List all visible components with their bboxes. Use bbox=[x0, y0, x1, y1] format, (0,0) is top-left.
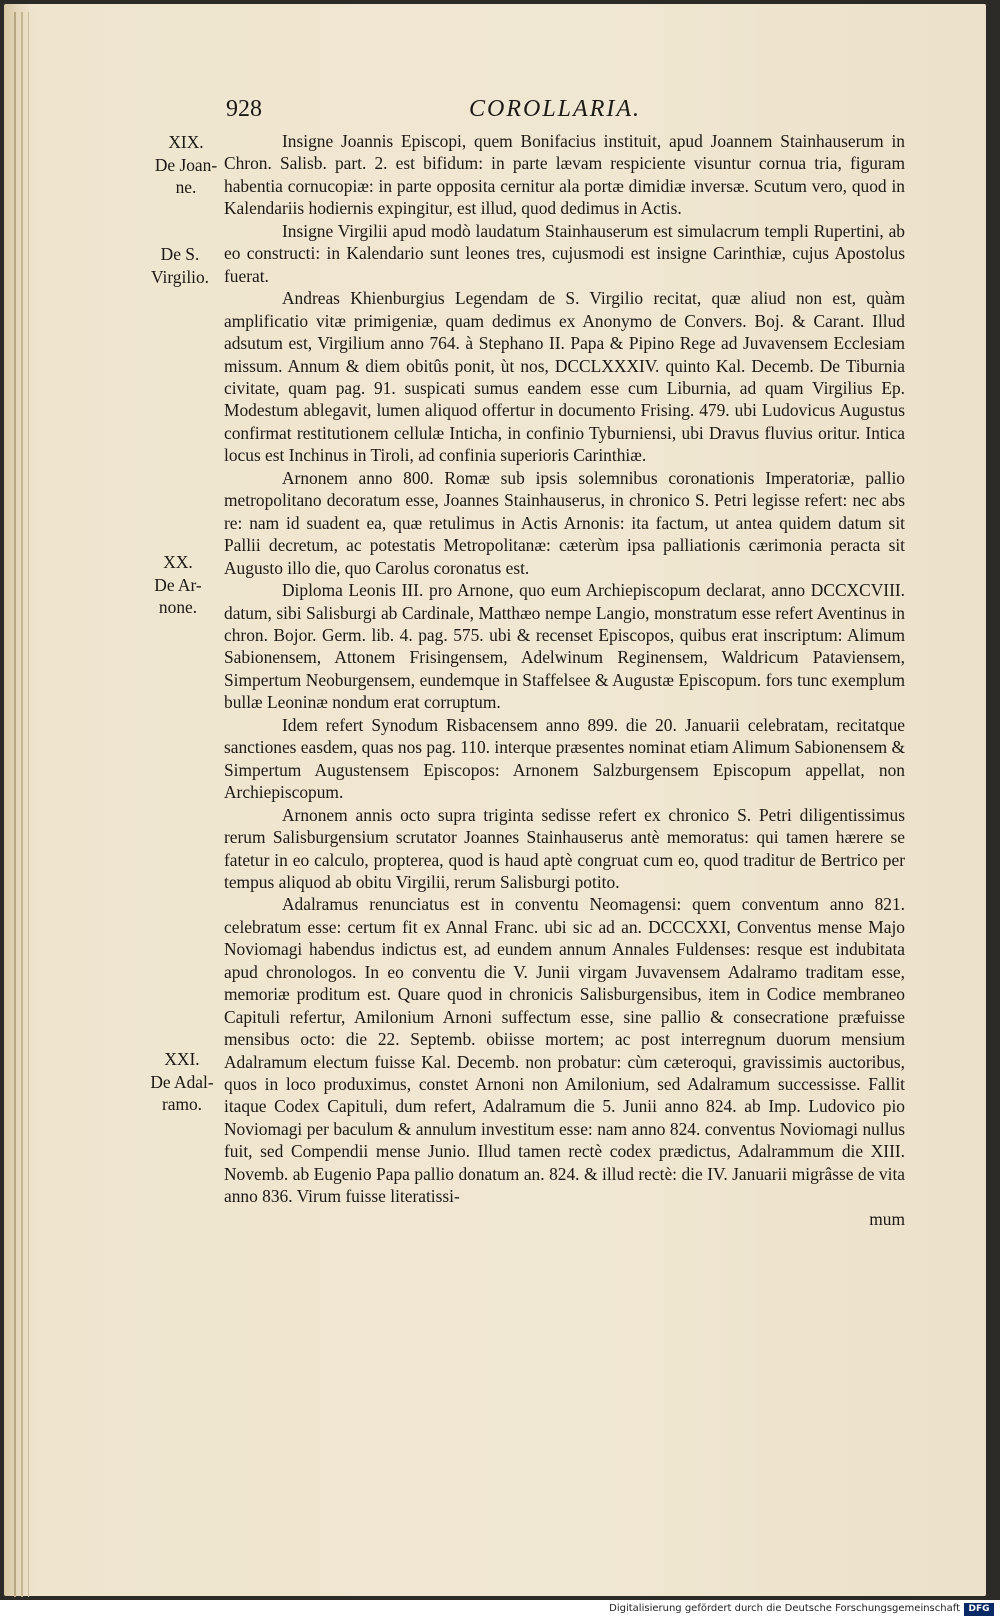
page-header bbox=[226, 96, 916, 130]
paragraph: Insigne Joannis Episcopi, quem Bonifacius instituit, apud Joannem Stainhauserum in Chron. Salisb. part. 2. est bifidum: in parte lævam respiciente visuntur cornua tria, figuram habentia cornucopiæ: in parte opposita cernitur ala portæ dimidiæ inversæ. Scutum vero, quod in Kalendariis hodiernis expingitur, est illud, quod dedimus in Actis. bbox=[224, 131, 905, 219]
margin-note-xx bbox=[140, 551, 216, 619]
margin-note-xix bbox=[148, 131, 224, 199]
margin-numeral: XXI. bbox=[164, 1049, 200, 1069]
page-edge bbox=[21, 12, 23, 1597]
paragraph: Arnonem annis octo supra triginta sedisse refert ex chronico S. Petri diligentissimus rerum Salisburgensium scrutator Joannes Stainhauserus antè memoratus: qui tamen hærere se fatetur in eo calculo, propterea, quod is haud aptè congruat cum eo, quod traditur de Bertrico per tempus aliquod ab obitu Virgilii, rerum Salisburgi potito. bbox=[224, 804, 905, 892]
dfg-logo: DFG bbox=[964, 1603, 994, 1616]
main-text bbox=[224, 130, 905, 1230]
catchword: mum bbox=[869, 1208, 905, 1229]
margin-label: De S. Virgilio. bbox=[150, 244, 210, 287]
margin-label: De Ar-none. bbox=[154, 574, 202, 617]
running-title: COROLLARIA. bbox=[469, 96, 641, 122]
paragraph: Adalramus renunciatus est in conventu Neomagensi: quem conventum anno 821. celebratum esse: certum fit ex Annal Franc. ubi sic ad an. DCCCXXI, Conventus mense Majo Noviomagi habendus indictus est, ad eundem annum Annales Fuldenses: resque est indubitata apud chronologos. In eo conventu die V. Junii virgam Juvavensem Adalramo traditam esse, memoriæ proditum est. Quare quod in chronicis Salisburgensibus, item in Codice membraneo Capituli refertur, Amilonium Arnoni suffectum esse, sine pallio & consecratione præfuisse mensibus octo: die 22. Septemb. obiisse mortem; ac post interregnum duorum mensium Adalramum electum fuisse Kal. Decemb. non probatur: cùm cæteroqui, gravissimis auctoribus, quos in loco produximus, constet Arnoni non Amilonium, sed Adalramum successisse. Fallit itaque Codex Capituli, dum refert, Adalramum die 5. Junii anno 824. ab Imp. Ludovico pio Noviomagi per baculum & annulum investitum esse: nam anno 824. conventus Noviomagi nullus fuit, sed Compendii mense Junio. Illud tamen rectè codex prædictus, Adalrammum die XIII. Novemb. ab Eugenio Papa pallio donatum an. 824. & illud rectè: die IV. Januarii migrâsse de vita anno 836. Virum fuisse literatissi- bbox=[224, 894, 905, 1207]
margin-label: De Adal-ramo. bbox=[150, 1071, 214, 1114]
margin-numeral: XIX. bbox=[168, 132, 204, 152]
paragraph: Andreas Khienburgius Legendam de S. Virgilio recitat, quæ aliud non est, quàm amplificatio vitæ primigeniæ, quam dedimus ex Anonymo de Convers. Boj. & Carant. Illud adsutum est, Virgilium anno 764. à Stephano II. Papa & Pipino Rege ad Juvavensem Ecclesiam missum. Annum & diem obitûs ponit, ùt nos, DCCLXXXIV. quinto Kal. Decemb. De Tiburnia civitate, quam pag. 91. suspicati sumus eandem esse cum Liburnia, ad quam Virgilius Ep. Modestum ablegavit, lumen aliquod offertur in documento Frising. 479. ubi Ludovicus Augustus confirmat restitutionem cellulæ Inticha, in confinio Tyburniensi, ubi Dravus fluvius oritur. Intica locus est Inchinus in Tiroli, ad confinia superioris Carinthiæ. bbox=[224, 288, 905, 466]
margin-note-virgilio bbox=[142, 243, 218, 288]
page-edge bbox=[14, 12, 16, 1597]
footer-credit: Digitalisierung gefördert durch die Deutsche Forschungsgemeinschaft bbox=[609, 1603, 960, 1614]
margin-label: De Joan-ne. bbox=[154, 154, 218, 197]
page-number: 928 bbox=[226, 96, 262, 122]
page-edge bbox=[28, 12, 29, 1597]
paragraph: Arnonem anno 800. Romæ sub ipsis solemnibus coronationis Imperatoriæ, pallio metropolitano decoratum esse, Joannes Stainhauserus, in chronico S. Petri legisse refert: nec abs re: nam id suadent ea, quæ retulimus in Actis Arnonis: ita factum, ut antea quidem datum sit Pallii decretum, ac potestatis Metropolitanæ: cæterùm ipsa palliationis cærimonia peracta sit Augusto illo die, quo Carolus coronatus est. bbox=[224, 467, 905, 578]
margin-note-xxi bbox=[144, 1048, 220, 1116]
paragraph: Insigne Virgilii apud modò laudatum Stainhauserum est simulacrum templi Rupertini, ab eo constructi: in Kalendario sunt leones tres, cujusmodi est insigne Carinthiæ, cujus Apostolus fuerat. bbox=[224, 220, 905, 286]
margin-numeral: XX. bbox=[163, 552, 193, 572]
paragraph: Diploma Leonis III. pro Arnone, quo eum Archiepiscopum declarat, anno DCCXCVIII. datum, sibi Salisburgi ab Cardinale, Matthæo nempe Langio, monstratum esse refert Aventinus in chron. Bojor. Germ. lib. 4. pag. 575. ubi & recenset Episcopos, quibus erat inscriptum: Alimum Sabionensem, Attonem Frisingensem, Adelwinum Reginensem, Waldricum Pataviensem, Simpertum Neoburgensem, eundemque in Staffelsee & Augustæ Episcopum. fors tunc exemplum bullæ Leoninæ nondum erat corruptum. bbox=[224, 580, 905, 713]
paragraph: Idem refert Synodum Risbacensem anno 899. die 20. Januarii celebratam, recitatque sanctiones easdem, quas nos pag. 110. interque præsentes nominat etiam Alimum Sabionensem & Simpertum Augustensem Episcopos: Arnonem Salzburgensem Episcopum appellat, non Archiepiscopum. bbox=[224, 714, 905, 803]
